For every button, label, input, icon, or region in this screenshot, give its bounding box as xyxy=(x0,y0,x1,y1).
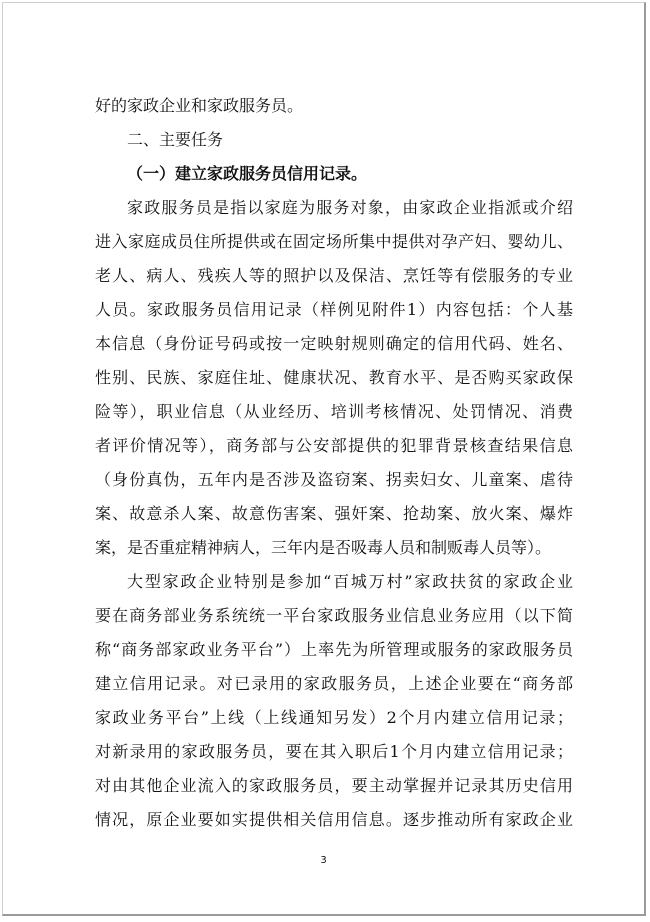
text-line: 老人、病人、残疾人等的照护以及保洁、烹饪等有偿服务的专业 xyxy=(95,266,573,285)
body-text xyxy=(95,89,573,837)
text-line: 性别、民族、家庭住址、健康状况、教育水平、是否购买家政保 xyxy=(95,368,573,387)
text-line: 本信息（身份证号码或按一定映射规则确定的信用代码、姓名、 xyxy=(95,334,573,353)
text-line: 大型家政企业特别是参加“百城万村”家政扶贫的家政企业 xyxy=(127,572,573,591)
text-line: 对新录用的家政服务员，要在其入职后1个月内建立信用记录； xyxy=(95,742,573,761)
text-line: 者评价情况等），商务部与公安部提供的犯罪背景核查结果信息 xyxy=(95,436,573,455)
section-heading: 二、主要任务 xyxy=(127,130,224,149)
document-page xyxy=(2,2,646,916)
text-line: 险等），职业信息（从业经历、培训考核情况、处罚情况、消费 xyxy=(95,402,573,421)
text-line: 情况，原企业要如实提供相关信用信息。逐步推动所有家政企业 xyxy=(95,810,573,829)
text-line: 建立信用记录。对已录用的家政服务员，上述企业要在“商务部 xyxy=(95,674,573,693)
text-line: 对由其他企业流入的家政服务员，要主动掌握并记录其历史信用 xyxy=(95,776,573,795)
text-line: 家政服务员是指以家庭为服务对象，由家政企业指派或介绍 xyxy=(127,198,573,217)
text-line: 案，是否重症精神病人，三年内是否吸毒人员和制贩毒人员等）。 xyxy=(95,538,552,557)
text-line: （身份真伪，五年内是否涉及盗窃案、拐卖妇女、儿童案、虐待 xyxy=(95,470,573,489)
text-line: 进入家庭成员住所提供或在固定场所集中提供对孕产妇、婴幼儿、 xyxy=(95,232,573,251)
text-line: 案、故意杀人案、故意伤害案、强奸案、抢劫案、放火案、爆炸 xyxy=(95,504,573,523)
text-line: 家政业务平台”上线（上线通知另发）2个月内建立信用记录； xyxy=(95,708,573,727)
page-number: 3 xyxy=(320,855,327,866)
text-line: 好的家政企业和家政服务员。 xyxy=(95,96,304,115)
text-line: 称“商务部家政业务平台”）上率先为所管理或服务的家政服务员 xyxy=(95,640,573,659)
subsection-heading: （一）建立家政服务员信用记录。 xyxy=(127,164,368,183)
text-line: 人员。家政服务员信用记录（样例见附件1）内容包括：个人基 xyxy=(95,300,573,319)
text-line: 要在商务部业务系统统一平台家政服务业信息业务应用（以下简 xyxy=(95,606,573,625)
